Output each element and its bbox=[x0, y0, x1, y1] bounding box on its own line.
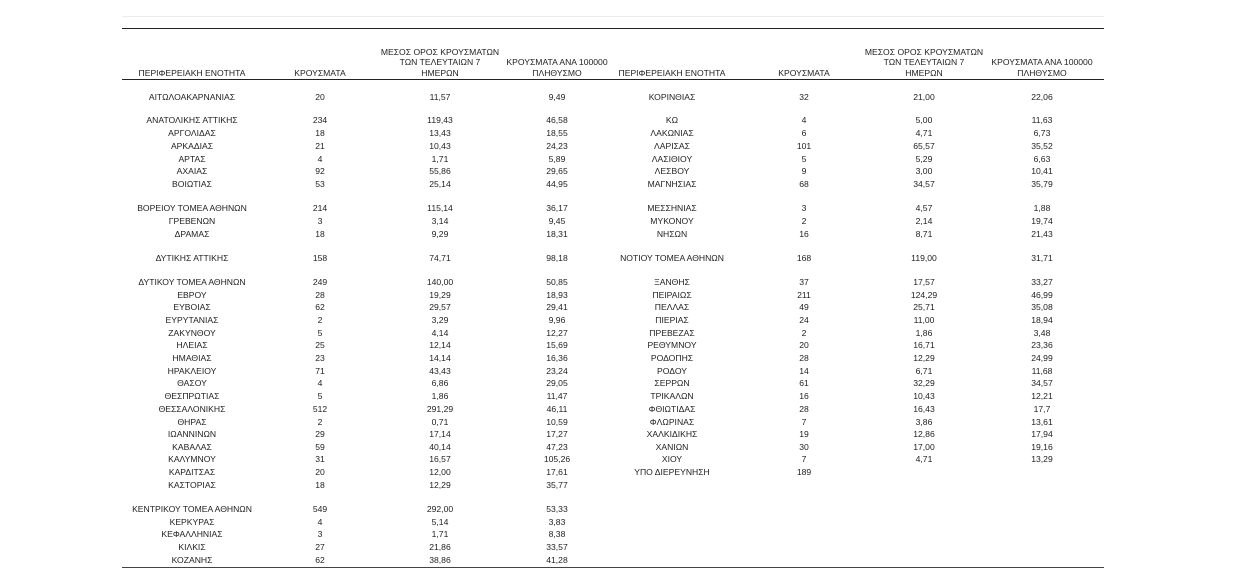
table-row bbox=[122, 554, 1104, 566]
cell-region: ΘΕΣΣΑΛΟΝΙΚΗΣ bbox=[158, 404, 226, 414]
cell-region: ΗΜΑΘΙΑΣ bbox=[172, 353, 212, 363]
cell-region: ΚΑΛΥΜΝΟΥ bbox=[168, 454, 216, 464]
table-row bbox=[122, 503, 1104, 515]
table-row bbox=[122, 479, 1104, 491]
cell-per100k: 15,69 bbox=[546, 340, 568, 350]
cell-cases: 4 bbox=[317, 154, 323, 164]
cell-per100k: 12,21 bbox=[1031, 391, 1053, 401]
cell-per100k: 53,33 bbox=[546, 504, 568, 514]
cell-per100k: 98,18 bbox=[546, 253, 568, 263]
cell-region: ΛΑΣΙΘΙΟΥ bbox=[651, 154, 693, 164]
cell-cases: 5 bbox=[317, 328, 323, 338]
cell-cases: 62 bbox=[315, 555, 325, 565]
cell-avg7: 10,43 bbox=[429, 141, 451, 151]
table-row bbox=[122, 339, 1104, 351]
cell-region: ΡΟΔΟΥ bbox=[657, 366, 687, 376]
cell-region: ΠΡΕΒΕΖΑΣ bbox=[649, 328, 695, 338]
cell-cases: 101 bbox=[796, 141, 812, 151]
cell-avg7: 124,29 bbox=[910, 290, 938, 300]
header-avg7-right: ΜΕΣΟΣ ΟΡΟΣ ΚΡΟΥΣΜΑΤΩΝ ΤΩΝ ΤΕΛΕΥΤΑΙΩΝ 7 ΗΜΕΡΩΝ bbox=[864, 46, 984, 78]
cell-avg7: 6,71 bbox=[915, 366, 933, 376]
cell-region: ΦΘΙΩΤΙΔΑΣ bbox=[648, 404, 696, 414]
cell-cases: 23 bbox=[315, 353, 325, 363]
cell-cases: 4 bbox=[317, 378, 323, 388]
cell-cases: 3 bbox=[801, 203, 807, 213]
cell-avg7: 11,57 bbox=[429, 92, 451, 102]
cell-cases: 20 bbox=[315, 467, 325, 477]
table-row bbox=[122, 416, 1104, 428]
cell-region: ΙΩΑΝΝΙΝΩΝ bbox=[167, 429, 217, 439]
cell-cases: 28 bbox=[799, 353, 809, 363]
cell-per100k: 23,36 bbox=[1031, 340, 1053, 350]
table-row bbox=[122, 377, 1104, 389]
cell-per100k: 46,11 bbox=[546, 404, 568, 414]
cell-region: ΜΥΚΟΝΟΥ bbox=[650, 216, 694, 226]
cell-per100k: 19,16 bbox=[1031, 442, 1053, 452]
cell-cases: 30 bbox=[799, 442, 809, 452]
cell-avg7: 40,14 bbox=[429, 442, 451, 452]
cell-region: ΒΟΡΕΙΟΥ ΤΟΜΕΑ ΑΘΗΝΩΝ bbox=[137, 203, 247, 213]
cell-cases: 49 bbox=[799, 302, 809, 312]
cell-per100k: 36,17 bbox=[546, 203, 568, 213]
table-row bbox=[122, 516, 1104, 528]
cell-avg7: 9,29 bbox=[431, 229, 449, 239]
cell-region: ΧΑΝΙΩΝ bbox=[655, 442, 689, 452]
table-row bbox=[122, 215, 1104, 227]
cell-region: ΑΝΑΤΟΛΙΚΗΣ ΑΤΤΙΚΗΣ bbox=[146, 115, 238, 125]
cell-per100k: 24,99 bbox=[1031, 353, 1053, 363]
cell-avg7: 17,00 bbox=[913, 442, 935, 452]
cell-region: ΝΟΤΙΟΥ ΤΟΜΕΑ ΑΘΗΝΩΝ bbox=[620, 253, 724, 263]
cell-region: ΡΕΘΥΜΝΟΥ bbox=[647, 340, 697, 350]
cell-cases: 9 bbox=[801, 166, 807, 176]
cell-per100k: 21,43 bbox=[1031, 229, 1053, 239]
cell-region: ΜΑΓΝΗΣΙΑΣ bbox=[647, 179, 697, 189]
cell-region: ΑΡΓΟΛΙΔΑΣ bbox=[168, 128, 216, 138]
cell-avg7: 10,43 bbox=[913, 391, 935, 401]
cell-avg7: 4,57 bbox=[915, 203, 933, 213]
cell-avg7: 12,00 bbox=[429, 467, 451, 477]
cell-avg7: 13,43 bbox=[429, 128, 451, 138]
cell-region: ΗΛΕΙΑΣ bbox=[176, 340, 208, 350]
cell-per100k: 24,23 bbox=[546, 141, 568, 151]
cell-per100k: 29,41 bbox=[546, 302, 568, 312]
table-row bbox=[122, 91, 1104, 103]
cell-per100k: 22,06 bbox=[1031, 92, 1053, 102]
cell-per100k: 29,65 bbox=[546, 166, 568, 176]
cell-avg7: 17,57 bbox=[913, 277, 935, 287]
cell-region: ΛΑΡΙΣΑΣ bbox=[654, 141, 690, 151]
cell-avg7: 0,71 bbox=[431, 417, 449, 427]
cell-cases: 61 bbox=[799, 378, 809, 388]
cell-per100k: 3,83 bbox=[548, 517, 566, 527]
cell-per100k: 46,58 bbox=[546, 115, 568, 125]
cell-cases: 31 bbox=[315, 454, 325, 464]
cell-avg7: 291,29 bbox=[426, 404, 454, 414]
cell-region: ΧΑΛΚΙΔΙΚΗΣ bbox=[646, 429, 698, 439]
cell-avg7: 3,00 bbox=[915, 166, 933, 176]
cell-avg7: 1,71 bbox=[431, 154, 449, 164]
cell-region: ΞΑΝΘΗΣ bbox=[654, 277, 690, 287]
cell-region: ΠΙΕΡΙΑΣ bbox=[655, 315, 689, 325]
cell-avg7: 115,14 bbox=[427, 203, 453, 213]
cell-per100k: 17,94 bbox=[1031, 429, 1053, 439]
cell-per100k: 33,27 bbox=[1031, 277, 1053, 287]
cell-per100k: 11,47 bbox=[546, 391, 568, 401]
cell-avg7: 17,14 bbox=[429, 429, 451, 439]
cell-per100k: 9,96 bbox=[548, 315, 566, 325]
cell-per100k: 35,08 bbox=[1031, 302, 1053, 312]
cell-region: ΤΡΙΚΑΛΩΝ bbox=[650, 391, 694, 401]
cell-cases: 5 bbox=[801, 154, 807, 164]
cell-avg7: 12,29 bbox=[429, 480, 451, 490]
cases-table bbox=[122, 28, 1104, 568]
cell-cases: 214 bbox=[312, 203, 328, 213]
cell-avg7: 12,14 bbox=[429, 340, 451, 350]
cell-cases: 32 bbox=[799, 92, 809, 102]
cell-avg7: 34,57 bbox=[913, 179, 935, 189]
cell-per100k: 33,57 bbox=[546, 542, 568, 552]
table-row bbox=[122, 289, 1104, 301]
cell-per100k: 11,63 bbox=[1031, 115, 1053, 125]
cell-avg7: 5,29 bbox=[915, 154, 933, 164]
cell-avg7: 21,86 bbox=[429, 542, 451, 552]
cell-region: ΧΙΟΥ bbox=[661, 454, 683, 464]
cell-region: ΑΡΚΑΔΙΑΣ bbox=[170, 141, 214, 151]
cell-region: ΔΥΤΙΚΗΣ ΑΤΤΙΚΗΣ bbox=[155, 253, 229, 263]
cell-cases: 20 bbox=[799, 340, 809, 350]
cell-per100k: 41,28 bbox=[546, 555, 568, 565]
cell-per100k: 18,55 bbox=[546, 128, 568, 138]
table-row bbox=[122, 228, 1104, 240]
cell-cases: 21 bbox=[315, 141, 325, 151]
cell-per100k: 35,52 bbox=[1031, 141, 1053, 151]
header-avg7-left: ΜΕΣΟΣ ΟΡΟΣ ΚΡΟΥΣΜΑΤΩΝ ΤΩΝ ΤΕΛΕΥΤΑΙΩΝ 7 ΗΜΕΡΩΝ bbox=[380, 46, 500, 78]
cell-region: ΗΡΑΚΛΕΙΟΥ bbox=[167, 366, 217, 376]
cell-region: ΕΥΒΟΙΑΣ bbox=[173, 302, 211, 312]
cell-avg7: 25,71 bbox=[913, 302, 935, 312]
cell-region: ΔΥΤΙΚΟΥ ΤΟΜΕΑ ΑΘΗΝΩΝ bbox=[138, 277, 246, 287]
cell-region: ΣΕΡΡΩΝ bbox=[654, 378, 690, 388]
cell-per100k: 10,41 bbox=[1031, 166, 1053, 176]
cell-avg7: 65,57 bbox=[913, 141, 935, 151]
cell-region: ΒΟΙΩΤΙΑΣ bbox=[172, 179, 212, 189]
cell-per100k: 11,68 bbox=[1031, 366, 1053, 376]
cell-per100k: 1,88 bbox=[1033, 203, 1051, 213]
cell-avg7: 14,14 bbox=[429, 353, 451, 363]
cell-avg7: 21,00 bbox=[913, 92, 935, 102]
cell-region: ΚΙΛΚΙΣ bbox=[178, 542, 206, 552]
cell-per100k: 17,7 bbox=[1033, 404, 1051, 414]
cell-region: ΚΕΦΑΛΛΗΝΙΑΣ bbox=[161, 529, 223, 539]
table-row bbox=[122, 301, 1104, 313]
table-row bbox=[122, 390, 1104, 402]
table-row bbox=[122, 327, 1104, 339]
table-row bbox=[122, 127, 1104, 139]
table-row bbox=[122, 365, 1104, 377]
table-row bbox=[122, 352, 1104, 364]
cell-per100k: 9,49 bbox=[548, 92, 566, 102]
cell-cases: 249 bbox=[312, 277, 328, 287]
cell-cases: 19 bbox=[799, 429, 809, 439]
cell-region: ΥΠΟ ΔΙΕΡΕΥΝΗΣΗ bbox=[634, 467, 710, 477]
cell-avg7: 1,71 bbox=[431, 529, 449, 539]
cell-region: ΑΧΑΙΑΣ bbox=[176, 166, 208, 176]
cell-per100k: 13,29 bbox=[1031, 454, 1053, 464]
header-per100k-left: ΚΡΟΥΣΜΑΤΑ ΑΝΑ 100000 ΠΛΗΘΥΣΜΟ bbox=[506, 57, 608, 78]
cell-per100k: 50,85 bbox=[546, 277, 568, 287]
cell-per100k: 35,79 bbox=[1031, 179, 1053, 189]
cell-region: ΘΑΣΟΥ bbox=[177, 378, 207, 388]
table-row bbox=[122, 114, 1104, 126]
cell-avg7: 12,29 bbox=[913, 353, 935, 363]
cell-region: ΛΕΣΒΟΥ bbox=[654, 166, 690, 176]
cell-avg7: 3,29 bbox=[431, 315, 449, 325]
cell-cases: 18 bbox=[315, 128, 325, 138]
table-row bbox=[122, 276, 1104, 288]
cell-cases: 16 bbox=[799, 229, 809, 239]
cell-cases: 2 bbox=[317, 417, 323, 427]
cell-cases: 92 bbox=[315, 166, 325, 176]
table-row bbox=[122, 165, 1104, 177]
cell-per100k: 105,26 bbox=[543, 454, 571, 464]
cell-per100k: 29,05 bbox=[546, 378, 568, 388]
cell-region: ΖΑΚΥΝΘΟΥ bbox=[168, 328, 216, 338]
cell-per100k: 3,48 bbox=[1033, 328, 1051, 338]
cell-cases: 3 bbox=[317, 529, 323, 539]
cell-region: ΘΕΣΠΡΩΤΙΑΣ bbox=[164, 391, 220, 401]
top-divider bbox=[122, 16, 1104, 17]
cell-per100k: 18,31 bbox=[546, 229, 568, 239]
table-row bbox=[122, 202, 1104, 214]
cell-region: ΕΥΡΥΤΑΝΙΑΣ bbox=[165, 315, 219, 325]
cell-avg7: 292,00 bbox=[426, 504, 454, 514]
cell-per100k: 46,99 bbox=[1031, 290, 1053, 300]
cell-cases: 4 bbox=[801, 115, 807, 125]
cell-cases: 7 bbox=[801, 417, 807, 427]
cell-region: ΔΡΑΜΑΣ bbox=[174, 229, 210, 239]
cell-avg7: 25,14 bbox=[429, 179, 451, 189]
cell-region: ΠΕΛΛΑΣ bbox=[654, 302, 690, 312]
cell-region: ΚΕΡΚΥΡΑΣ bbox=[169, 517, 215, 527]
cell-region: ΚΑΒΑΛΑΣ bbox=[172, 442, 212, 452]
cell-region: ΜΕΣΣΗΝΙΑΣ bbox=[647, 203, 697, 213]
cell-cases: 62 bbox=[315, 302, 325, 312]
cell-cases: 68 bbox=[799, 179, 809, 189]
cell-cases: 168 bbox=[796, 253, 812, 263]
cell-cases: 189 bbox=[796, 467, 812, 477]
cell-cases: 158 bbox=[312, 253, 328, 263]
cell-cases: 14 bbox=[799, 366, 809, 376]
cell-avg7: 3,14 bbox=[431, 216, 449, 226]
cell-cases: 549 bbox=[312, 504, 328, 514]
cell-per100k: 6,63 bbox=[1033, 154, 1051, 164]
header-region-left: ΠΕΡΙΦΕΡΕΙΑΚΗ ΕΝΟΤΗΤΑ bbox=[138, 67, 246, 78]
cell-per100k: 35,77 bbox=[546, 480, 568, 490]
cell-cases: 37 bbox=[799, 277, 809, 287]
cell-avg7: 119,43 bbox=[427, 115, 453, 125]
cell-region: ΚΟΡΙΝΘΙΑΣ bbox=[648, 92, 696, 102]
cell-avg7: 4,71 bbox=[915, 454, 933, 464]
cell-region: ΡΟΔΟΠΗΣ bbox=[650, 353, 694, 363]
cell-per100k: 17,27 bbox=[546, 429, 568, 439]
cell-cases: 5 bbox=[317, 391, 323, 401]
cell-cases: 2 bbox=[317, 315, 323, 325]
cell-avg7: 119,00 bbox=[911, 253, 937, 263]
cell-cases: 18 bbox=[315, 480, 325, 490]
cell-cases: 71 bbox=[315, 366, 325, 376]
cell-per100k: 31,71 bbox=[1031, 253, 1053, 263]
cell-per100k: 6,73 bbox=[1033, 128, 1051, 138]
cell-avg7: 4,14 bbox=[431, 328, 449, 338]
cell-per100k: 9,45 bbox=[548, 216, 566, 226]
cell-region: ΦΛΩΡΙΝΑΣ bbox=[649, 417, 695, 427]
header-cases-left: ΚΡΟΥΣΜΑΤΑ bbox=[294, 67, 346, 78]
cell-cases: 7 bbox=[801, 454, 807, 464]
cell-avg7: 11,00 bbox=[913, 315, 935, 325]
cell-avg7: 1,86 bbox=[915, 328, 933, 338]
cell-cases: 512 bbox=[312, 404, 328, 414]
header-cases-right: ΚΡΟΥΣΜΑΤΑ bbox=[778, 67, 830, 78]
cell-avg7: 1,86 bbox=[431, 391, 449, 401]
table-row bbox=[122, 453, 1104, 465]
cell-region: ΑΙΤΩΛΟΑΚΑΡΝΑΝΙΑΣ bbox=[148, 92, 236, 102]
cell-avg7: 16,57 bbox=[429, 454, 451, 464]
table-header bbox=[122, 39, 1104, 80]
cell-region: ΠΕΙΡΑΙΩΣ bbox=[652, 290, 692, 300]
cell-region: ΚΩ bbox=[665, 115, 679, 125]
cell-avg7: 8,71 bbox=[915, 229, 933, 239]
cell-avg7: 12,86 bbox=[913, 429, 935, 439]
table-row bbox=[122, 428, 1104, 440]
table-row bbox=[122, 441, 1104, 453]
table-row bbox=[122, 178, 1104, 190]
cell-region: ΓΡΕΒΕΝΩΝ bbox=[168, 216, 216, 226]
cell-cases: 6 bbox=[801, 128, 807, 138]
cell-cases: 59 bbox=[315, 442, 325, 452]
cell-cases: 53 bbox=[315, 179, 325, 189]
cell-region: ΕΒΡΟΥ bbox=[177, 290, 207, 300]
cell-per100k: 12,27 bbox=[546, 328, 568, 338]
table-row bbox=[122, 528, 1104, 540]
cell-cases: 25 bbox=[315, 340, 325, 350]
cell-per100k: 13,61 bbox=[1031, 417, 1053, 427]
cell-avg7: 38,86 bbox=[429, 555, 451, 565]
cell-avg7: 29,57 bbox=[429, 302, 451, 312]
cell-cases: 2 bbox=[801, 328, 807, 338]
table-row bbox=[122, 466, 1104, 478]
cell-region: ΝΗΣΩΝ bbox=[656, 229, 688, 239]
table-row bbox=[122, 541, 1104, 553]
cell-region: ΚΑΣΤΟΡΙΑΣ bbox=[168, 480, 216, 490]
cell-avg7: 2,14 bbox=[915, 216, 933, 226]
cell-avg7: 19,29 bbox=[429, 290, 451, 300]
table-row bbox=[122, 252, 1104, 264]
cell-avg7: 74,71 bbox=[429, 253, 451, 263]
cell-cases: 3 bbox=[317, 216, 323, 226]
cell-region: ΚΑΡΔΙΤΣΑΣ bbox=[168, 467, 216, 477]
cell-per100k: 34,57 bbox=[1031, 378, 1053, 388]
cell-avg7: 16,43 bbox=[913, 404, 935, 414]
cell-per100k: 5,89 bbox=[548, 154, 566, 164]
cell-avg7: 6,86 bbox=[431, 378, 449, 388]
cell-per100k: 8,38 bbox=[548, 529, 566, 539]
cell-avg7: 140,00 bbox=[426, 277, 454, 287]
cell-avg7: 3,86 bbox=[915, 417, 933, 427]
table-row bbox=[122, 403, 1104, 415]
header-region-right: ΠΕΡΙΦΕΡΕΙΑΚΗ ΕΝΟΤΗΤΑ bbox=[618, 67, 726, 78]
cell-region: ΚΟΖΑΝΗΣ bbox=[171, 555, 213, 565]
cell-cases: 4 bbox=[317, 517, 323, 527]
cell-avg7: 4,71 bbox=[915, 128, 933, 138]
cell-per100k: 18,94 bbox=[1031, 315, 1053, 325]
cell-cases: 28 bbox=[315, 290, 325, 300]
cell-cases: 211 bbox=[797, 290, 811, 300]
cell-region: ΛΑΚΩΝΙΑΣ bbox=[650, 128, 694, 138]
table-row bbox=[122, 140, 1104, 152]
cell-avg7: 55,86 bbox=[429, 166, 451, 176]
cell-avg7: 5,00 bbox=[915, 115, 933, 125]
cell-cases: 24 bbox=[799, 315, 809, 325]
cell-per100k: 10,59 bbox=[546, 417, 568, 427]
cell-per100k: 19,74 bbox=[1031, 216, 1053, 226]
cell-cases: 27 bbox=[315, 542, 325, 552]
cell-cases: 16 bbox=[799, 391, 809, 401]
cell-per100k: 18,93 bbox=[546, 290, 568, 300]
table-row bbox=[122, 153, 1104, 165]
cell-per100k: 16,36 bbox=[546, 353, 568, 363]
cell-cases: 20 bbox=[315, 92, 325, 102]
cell-region: ΚΕΝΤΡΙΚΟΥ ΤΟΜΕΑ ΑΘΗΝΩΝ bbox=[132, 504, 252, 514]
cell-per100k: 47,23 bbox=[546, 442, 568, 452]
cell-cases: 234 bbox=[312, 115, 328, 125]
table-row bbox=[122, 314, 1104, 326]
cell-cases: 2 bbox=[801, 216, 807, 226]
cell-per100k: 17,61 bbox=[546, 467, 568, 477]
cell-per100k: 23,24 bbox=[546, 366, 568, 376]
cell-cases: 18 bbox=[315, 229, 325, 239]
cell-region: ΑΡΤΑΣ bbox=[178, 154, 206, 164]
header-per100k-right: ΚΡΟΥΣΜΑΤΑ ΑΝΑ 100000 ΠΛΗΘΥΣΜΟ bbox=[991, 57, 1093, 78]
cell-region: ΘΗΡΑΣ bbox=[177, 417, 207, 427]
cell-avg7: 16,71 bbox=[913, 340, 935, 350]
cell-cases: 28 bbox=[799, 404, 809, 414]
cell-avg7: 5,14 bbox=[431, 517, 449, 527]
cell-per100k: 44,95 bbox=[546, 179, 568, 189]
cell-avg7: 32,29 bbox=[913, 378, 935, 388]
cell-cases: 29 bbox=[315, 429, 325, 439]
cell-avg7: 43,43 bbox=[429, 366, 451, 376]
